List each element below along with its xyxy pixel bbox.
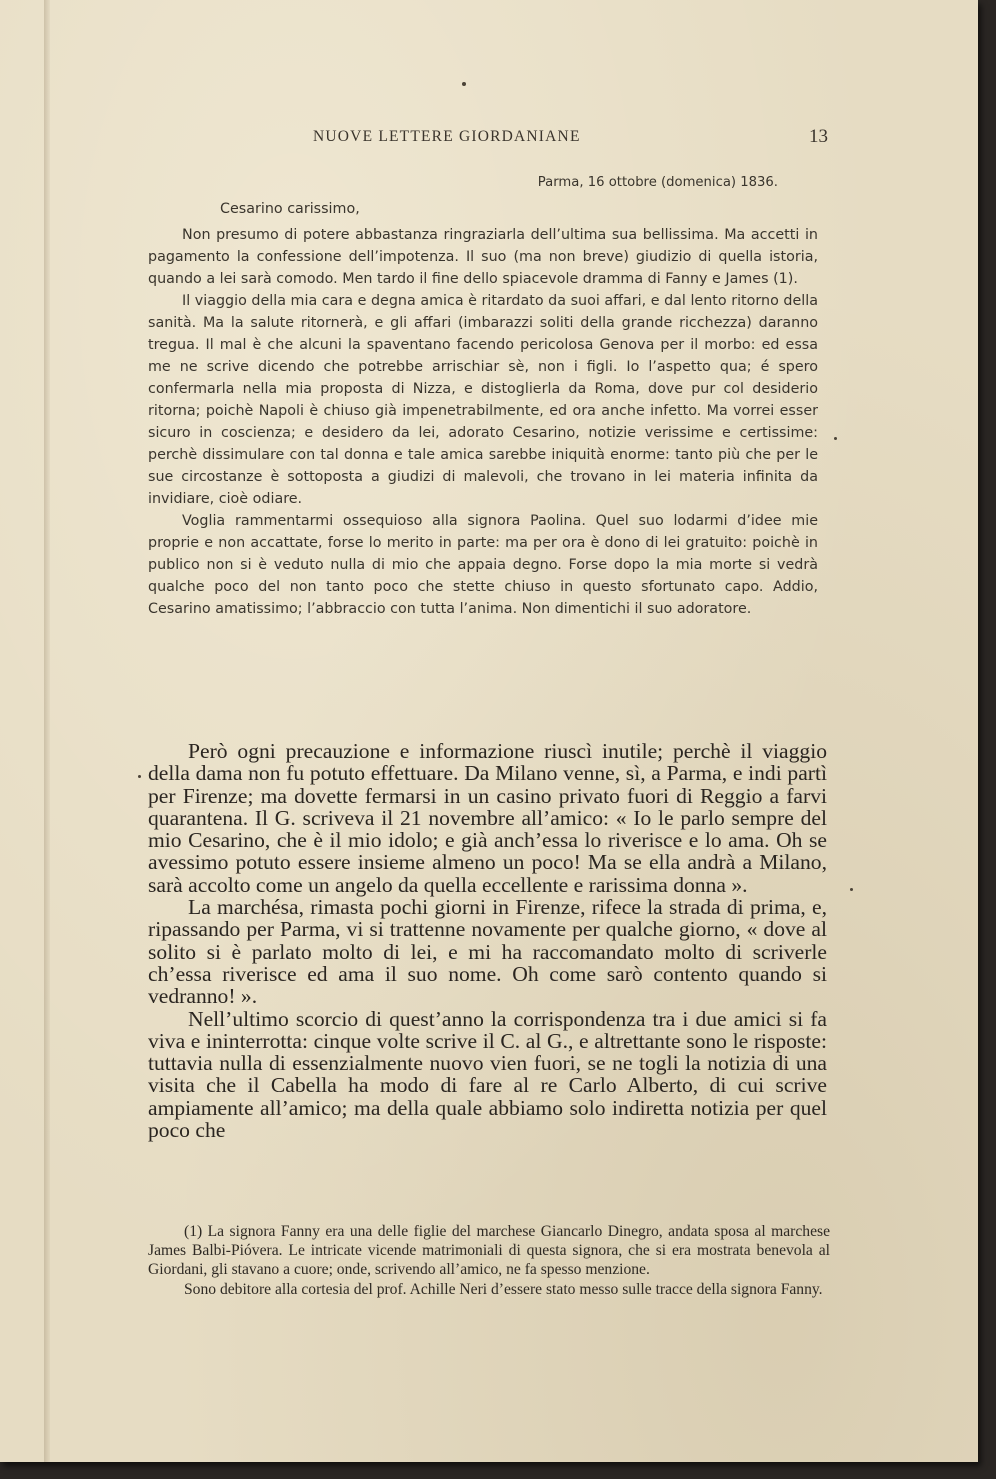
letter-paragraph: Voglia rammentarmi ossequioso alla signora Paolina. Quel suo lodarmi d’idee mie proprie e non accattate, forse lo merito in parte: ma per ora è dono di lei gratuito: poichè in publico non si è veduto nulla di mio che appaia degno. Forse dopo la mia morte si vedrà qualche poco del non tanto poco che stette chiuso in questo sfortunato capo. Addio, Cesarino amatissimo; l’abbraccio con tutta l’anima. Non dimentichi il suo adoratore.	[148, 513, 818, 617]
narrative-paragraph: Però ogni precauzione e informazione riuscì inutile; perchè il viaggio della dama non fu potuto effettuare. Da Milano venne, sì, a Parma, e indi partì per Firenze; ma dovette fermarsi in un casino privato fuori di Reggio a farvi quarantena. Il G. scriveva il 21 novembre all’amico: « Io le parlo sempre del mio Cesarino, che è il mio idolo; e già anch’essa lo riverisce e lo ama. Oh se avessimo potuto essere insieme almeno un poco! Ma se ella andrà a Milano, sarà accolto come un angelo da quella eccellente e rarissima donna ».	[148, 739, 827, 897]
paper-speck	[850, 888, 853, 891]
letter-paragraph: Non presumo di potere abbastanza ringraziarla dell’ultima sua bellissima. Ma accetti in pagamento la confessione dell’impotenza. Il suo (ma non breve) giudizio di quella istoria, quando a lei sarà comodo. Men tardo il fine dello spiacevole dramma di Fanny e James (1).	[148, 227, 818, 287]
narrative-paragraph: Nell’ultimo scorcio di quest’anno la corrispondenza tra i due amici si fa viva e ininterrotta: cinque volte scrive il C. al G., e altrettante sono le risposte: tuttavia nulla di essenzialmente nuovo vien fuori, se ne togli la notizia di una visita che il Cabella ha modo di fare al re Carlo Alberto, di cui scrive ampiamente all’amico; ma della quale abbiamo solo indiretta notizia per quel poco che	[148, 1006, 827, 1143]
letter-paragraph: Il viaggio della mia cara e degna amica è ritardato da suoi affari, e dal lento ritorno della sanità. Ma la salute ritornerà, e gli affari (imbarazzi soliti della grande ricchezza) daranno tregua. Il mal è che alcuni la spaventano facendo pericolosa Genova per il morbo: ed essa me ne scrive dicendo che potrebbe arrischiar sè, non i figli. Io l’aspetto qua; é spero confermarla nella mia proposta di Nizza, e distoglierla da Roma, dove pur col desiderio ritorna; poichè Napoli è chiuso già impenetrabilmente, ed ora anche infetto. Ma vorrei esser sicuro in coscienza; e desidero da lei, adorato Cesarino, notizie verissime e certissime: perchè dissimulare con tal donna e tale amica sarebbe iniquità enorme: tanto più che per le sue circostanze è sottoposta a giudizi di malevoli, che trovano in lei materia infinita da invidiare, cioè odiare.	[148, 293, 818, 507]
paper-speck	[138, 775, 141, 778]
quoted-letter	[148, 172, 818, 620]
footnote: Sono debitore alla cortesia del prof. Achille Neri d’essere stato messo sulle tracce della signora Fanny.	[184, 1280, 823, 1298]
running-head: NUOVE LETTERE GIORDANIANE	[313, 128, 581, 145]
narrative-text	[148, 740, 827, 1141]
footnote: (1) La signora Fanny era una delle figlie del marchese Giancarlo Dinegro, andata sposa al marchese James Balbi-Pióvera. Le intricate vicende matrimoniali di questa signora, che si era mostrata benevola al Giordani, gli stavano a cuore; onde, scrivendo all’amico, ne fa spesso menzione.	[148, 1223, 830, 1279]
paper-speck	[462, 82, 466, 86]
page-number: 13	[809, 126, 828, 147]
page-gutter-shadow	[44, 0, 50, 1462]
letter-dateline: Parma, 16 ottobre (domenica) 1836.	[537, 175, 778, 190]
footnotes	[148, 1222, 830, 1299]
page-header	[148, 128, 828, 152]
paper-speck	[834, 437, 837, 440]
letter-salutation: Cesarino carissimo,	[220, 201, 360, 217]
narrative-paragraph: La marchésa, rimasta pochi giorni in Firenze, rifece la strada di prima, e, ripassando per Parma, vi si trattenne novamente per qualche giorno, « dove al solito si è parlato molto di lei, e mi ha raccomandato molto di scriverle ch’essa riverisce ed ama il suo nome. Oh come sarò contento quando si vedranno! ».	[148, 895, 827, 1009]
